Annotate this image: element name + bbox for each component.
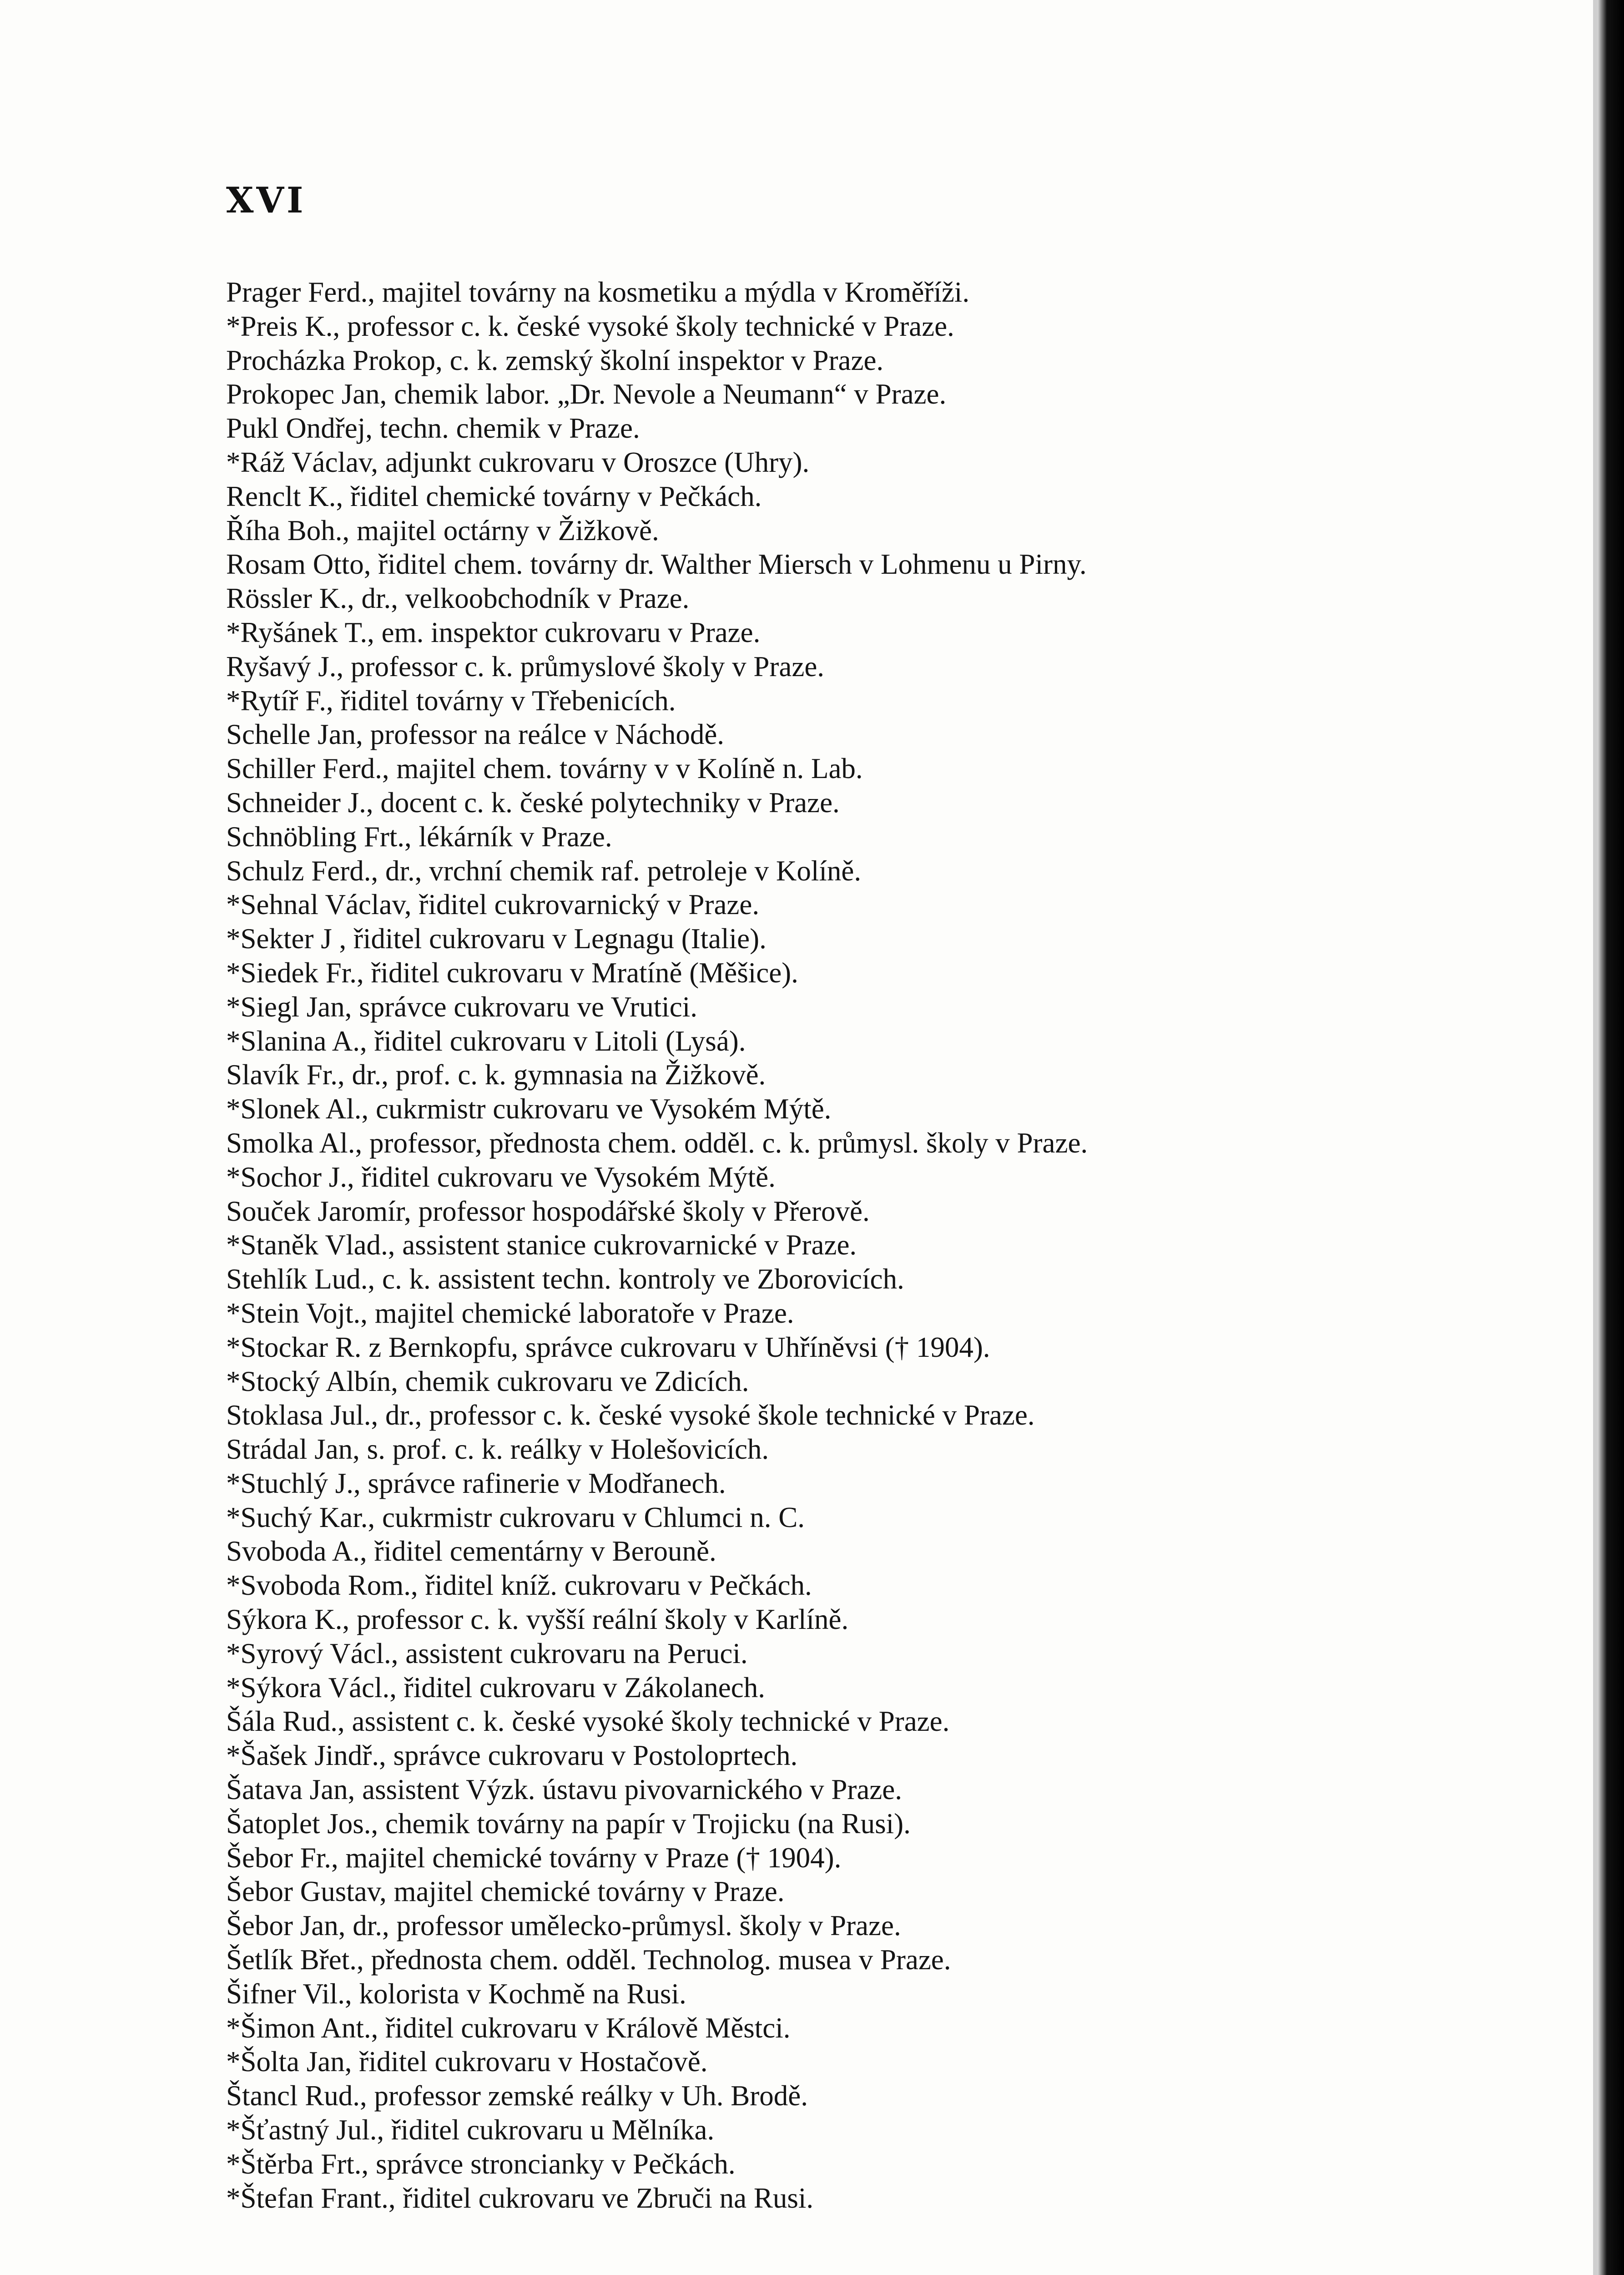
list-item: Svoboda A., řiditel cementárny v Berouně. <box>226 1535 716 1567</box>
list-item: *Siedek Fr., řiditel cukrovaru v Mratíně (Měšice). <box>226 956 798 989</box>
list-item: *Preis K., professor c. k. české vysoké školy technické v Praze. <box>226 310 954 342</box>
list-item: *Svoboda Rom., řiditel kníž. cukrovaru v Pečkách. <box>226 1569 812 1602</box>
list-item: *Ráž Václav, adjunkt cukrovaru v Oroszce (Uhry). <box>226 446 810 478</box>
list-item: *Šašek Jindř., správce cukrovaru v Postoloprtech. <box>226 1739 798 1772</box>
list-item: *Stocký Albín, chemik cukrovaru ve Zdicích. <box>226 1365 749 1397</box>
list-item: Procházka Prokop, c. k. zemský školní inspektor v Praze. <box>226 344 884 376</box>
list-item: *Štefan Frant., řiditel cukrovaru ve Zbruči na Rusi. <box>226 2182 814 2214</box>
list-item: *Stein Vojt., majitel chemické laboratoře v Praze. <box>226 1297 794 1329</box>
list-item: Rosam Otto, řiditel chem. továrny dr. Walther Miersch v Lohmenu u Pirny. <box>226 548 1087 581</box>
list-item: Šála Rud., assistent c. k. české vysoké školy technické v Praze. <box>226 1705 950 1738</box>
member-list <box>226 275 1454 2215</box>
list-item: Stoklasa Jul., dr., professor c. k. české vysoké škole technické v Praze. <box>226 1399 1035 1431</box>
list-item: *Suchý Kar., cukrmistr cukrovaru v Chlumci n. C. <box>226 1501 805 1533</box>
list-item: *Šolta Jan, řiditel cukrovaru v Hostačově. <box>226 2046 708 2078</box>
list-item: *Slonek Al., cukrmistr cukrovaru ve Vysokém Mýtě. <box>226 1093 832 1125</box>
list-item: *Ryšánek T., em. inspektor cukrovaru v Praze. <box>226 616 761 648</box>
list-item: Souček Jaromír, professor hospodářské školy v Přerově. <box>226 1195 870 1227</box>
list-item: *Syrový Václ., assistent cukrovaru na Peruci. <box>226 1637 748 1669</box>
scan-border <box>1598 0 1624 2275</box>
list-item: Štancl Rud., professor zemské reálky v Uh. Brodě. <box>226 2080 808 2112</box>
list-item: Šebor Gustav, majitel chemické továrny v Praze. <box>226 1876 785 1908</box>
list-item: Šetlík Břet., přednosta chem. odděl. Technolog. musea v Praze. <box>226 1944 951 1976</box>
list-item: Stehlík Lud., c. k. assistent techn. kontroly ve Zborovicích. <box>226 1263 904 1295</box>
list-item: *Šimon Ant., řiditel cukrovaru v Králově Městci. <box>226 2012 791 2044</box>
list-item: *Sehnal Václav, řiditel cukrovarnický v Praze. <box>226 889 760 921</box>
list-item: *Siegl Jan, správce cukrovaru ve Vrutici. <box>226 991 697 1023</box>
list-item: Sýkora K., professor c. k. vyšší reální školy v Karlíně. <box>226 1603 849 1636</box>
list-item: *Stuchlý J., správce rafinerie v Modřanech. <box>226 1467 726 1499</box>
list-item: Pukl Ondřej, techn. chemik v Praze. <box>226 412 640 445</box>
list-item: Renclt K., řiditel chemické továrny v Pečkách. <box>226 480 762 512</box>
list-item: Schelle Jan, professor na reálce v Náchodě. <box>226 718 725 751</box>
list-item: Strádal Jan, s. prof. c. k. reálky v Holešovicích. <box>226 1433 769 1466</box>
list-item: *Slanina A., řiditel cukrovaru v Litoli (Lysá). <box>226 1025 746 1057</box>
list-item: Šebor Jan, dr., professor umělecko-průmysl. školy v Praze. <box>226 1910 901 1942</box>
list-item: Šebor Fr., majitel chemické továrny v Praze († 1904). <box>226 1841 842 1874</box>
page-number: XVI <box>226 180 306 221</box>
list-item: Šifner Vil., kolorista v Kochmě na Rusi. <box>226 1977 686 2010</box>
list-item: Šatava Jan, assistent Výzk. ústavu pivovarnického v Praze. <box>226 1774 902 1806</box>
list-item: *Staněk Vlad., assistent stanice cukrovarnické v Praze. <box>226 1229 857 1261</box>
list-item: Smolka Al., professor, přednosta chem. odděl. c. k. průmysl. školy v Praze. <box>226 1127 1088 1159</box>
list-item: Schneider J., docent c. k. české polytechniky v Praze. <box>226 786 840 819</box>
list-item: Slavík Fr., dr., prof. c. k. gymnasia na Žižkově. <box>226 1059 766 1091</box>
list-item: *Sekter J , řiditel cukrovaru v Legnagu (Italie). <box>226 923 767 955</box>
list-item: *Štěrba Frt., správce stroncianky v Pečkách. <box>226 2148 736 2180</box>
list-item: *Šťastný Jul., řiditel cukrovaru u Mělníka. <box>226 2114 715 2146</box>
list-item: Prokopec Jan, chemik labor. „Dr. Nevole a Neumann“ v Praze. <box>226 378 947 410</box>
list-item: Prager Ferd., majitel továrny na kosmetiku a mýdla v Kroměříži. <box>226 276 970 308</box>
list-item: Šatoplet Jos., chemik továrny na papír v Trojicku (na Rusi). <box>226 1807 911 1840</box>
list-item: Rössler K., dr., velkoobchodník v Praze. <box>226 582 690 615</box>
list-item: *Rytíř F., řiditel továrny v Třebenicích. <box>226 684 676 717</box>
list-item: *Stockar R. z Bernkopfu, správce cukrovaru v Uhříněvsi († 1904). <box>226 1331 990 1363</box>
list-item: Schulz Ferd., dr., vrchní chemik raf. petroleje v Kolíně. <box>226 854 862 887</box>
list-item: *Sochor J., řiditel cukrovaru ve Vysokém Mýtě. <box>226 1161 776 1193</box>
list-item: Schnöbling Frt., lékárník v Praze. <box>226 820 612 853</box>
page-edge-shadow <box>1593 0 1598 2275</box>
list-item: *Sýkora Václ., řiditel cukrovaru v Zákolanech. <box>226 1671 765 1704</box>
list-item: Schiller Ferd., majitel chem. továrny v v Kolíně n. Lab. <box>226 753 863 785</box>
list-item: Ryšavý J., professor c. k. průmyslové školy v Praze. <box>226 650 825 682</box>
list-item: Říha Boh., majitel octárny v Žižkově. <box>226 514 659 546</box>
